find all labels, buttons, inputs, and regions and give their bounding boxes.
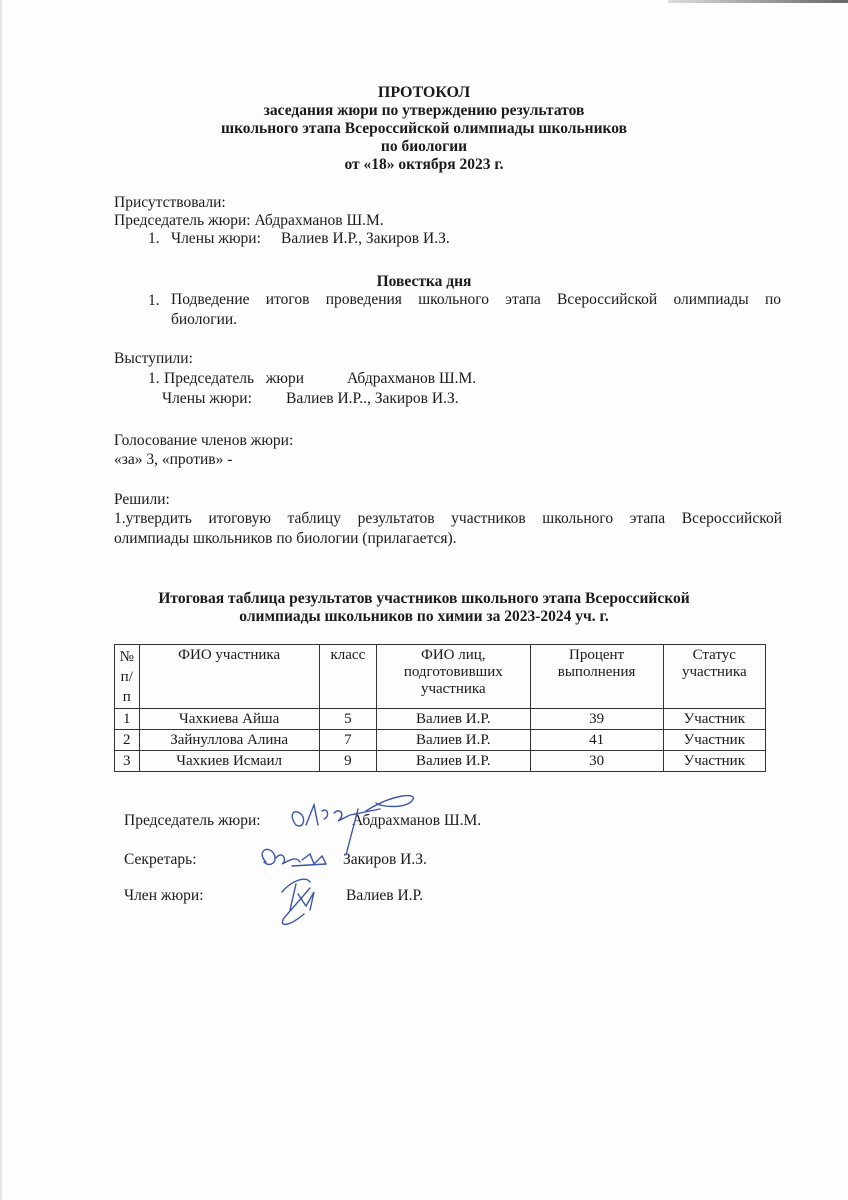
speakers-label: Выступили:: [114, 350, 193, 367]
cell-grade: 7: [319, 730, 376, 751]
cell-number: 3: [115, 751, 140, 772]
table-row: [115, 730, 766, 751]
header-percent: Процент выполнения: [530, 645, 663, 709]
cell-teacher: Валиев И.Р.: [377, 751, 531, 772]
protocol-subtitle-line: школьного этапа Всероссийской олимпиады школьников: [221, 120, 627, 137]
attendance-chair: Председатель жюри: Абдрахманов Ш.М.: [114, 212, 384, 229]
signature-member-label: Член жюри:: [124, 887, 204, 904]
signature-secretary-label: Секретарь:: [124, 851, 197, 868]
cell-percent: 39: [530, 709, 663, 730]
agenda-item: [171, 290, 781, 330]
voting-label: Голосование членов жюри:: [114, 432, 294, 449]
cell-percent: 41: [530, 730, 663, 751]
header-grade: класс: [319, 645, 376, 709]
table-title-line: олимпиады школьников по химии за 2023-2024 уч. г.: [239, 608, 609, 625]
cell-name: Зайнуллова Алина: [139, 730, 319, 751]
signature-chair-label: Председатель жюри:: [124, 812, 261, 829]
cell-teacher: Валиев И.Р.: [377, 709, 531, 730]
agenda-heading: Повестка дня: [376, 273, 472, 290]
cell-name: Чахкиева Айша: [139, 709, 319, 730]
cell-status: Участник: [663, 730, 765, 751]
signature-chair-name: Абдрахманов Ш.М.: [352, 812, 482, 829]
protocol-date: от «18» октября 2023 г.: [344, 156, 504, 173]
attendance-members-number: 1.: [148, 230, 160, 247]
cell-grade: 5: [319, 709, 376, 730]
protocol-header: [0, 84, 848, 174]
agenda-item-line: биологии.: [171, 311, 238, 328]
cell-status: Участник: [663, 709, 765, 730]
scan-edge: [668, 0, 848, 3]
header-participant-name: ФИО участника: [139, 645, 319, 709]
cell-number: 2: [115, 730, 140, 751]
table-row: [115, 751, 766, 772]
speakers-chair-role: Председатель жюри: [164, 370, 305, 387]
cell-number: 1: [115, 709, 140, 730]
speakers-chair-name: Абдрахманов Ш.М.: [347, 370, 477, 387]
attendance-members-names: Валиев И.Р., Закиров И.З.: [281, 230, 450, 247]
table-row: [115, 709, 766, 730]
table-header-row: [115, 645, 766, 709]
cell-status: Участник: [663, 751, 765, 772]
cell-name: Чахкиев Исмаил: [139, 751, 319, 772]
signature-member-name: Валиев И.Р.: [346, 887, 424, 904]
results-table: [114, 644, 766, 772]
cell-teacher: Валиев И.Р.: [377, 730, 531, 751]
table-title: [0, 590, 848, 626]
header-teacher: ФИО лиц, подготовивших участника: [377, 645, 531, 709]
attendance-members-label: Члены жюри:: [171, 230, 261, 247]
speakers-members-label: Члены жюри:: [162, 390, 252, 407]
agenda-item-line: Подведение итогов проведения школьного этапа Всероссийской олимпиады по: [171, 291, 781, 308]
cell-percent: 30: [530, 751, 663, 772]
handwritten-signature-member: [270, 870, 340, 935]
decision-line: 1.утвердить итоговую таблицу результатов участников школьного этапа Всероссийской: [114, 510, 782, 527]
header-number: № п/ п: [115, 645, 140, 709]
protocol-title: ПРОТОКОЛ: [377, 84, 471, 101]
protocol-subtitle-line: по биологии: [380, 138, 468, 155]
signature-member-ink: [270, 870, 340, 930]
speakers-number: 1.: [148, 370, 160, 387]
voting-result: «за» 3, «против» -: [114, 451, 233, 468]
attendance-label: Присутствовали:: [114, 194, 226, 211]
speakers-members-names: Валиев И.Р.., Закиров И.З.: [286, 390, 459, 407]
decision-label: Решили:: [114, 491, 170, 508]
signature-secretary-name: Закиров И.З.: [343, 851, 427, 868]
cell-grade: 9: [319, 751, 376, 772]
signature-chair-ink: [280, 785, 420, 845]
agenda-item-number: 1.: [148, 292, 160, 309]
table-title-line: Итоговая таблица результатов участников школьного этапа Всероссийской: [158, 590, 690, 607]
decision-text: [114, 509, 782, 549]
protocol-subtitle-line: заседания жюри по утверждению результатов: [263, 102, 585, 119]
decision-line: олимпиады школьников по биологии (прилагается).: [114, 530, 457, 547]
header-status: Статус участника: [663, 645, 765, 709]
